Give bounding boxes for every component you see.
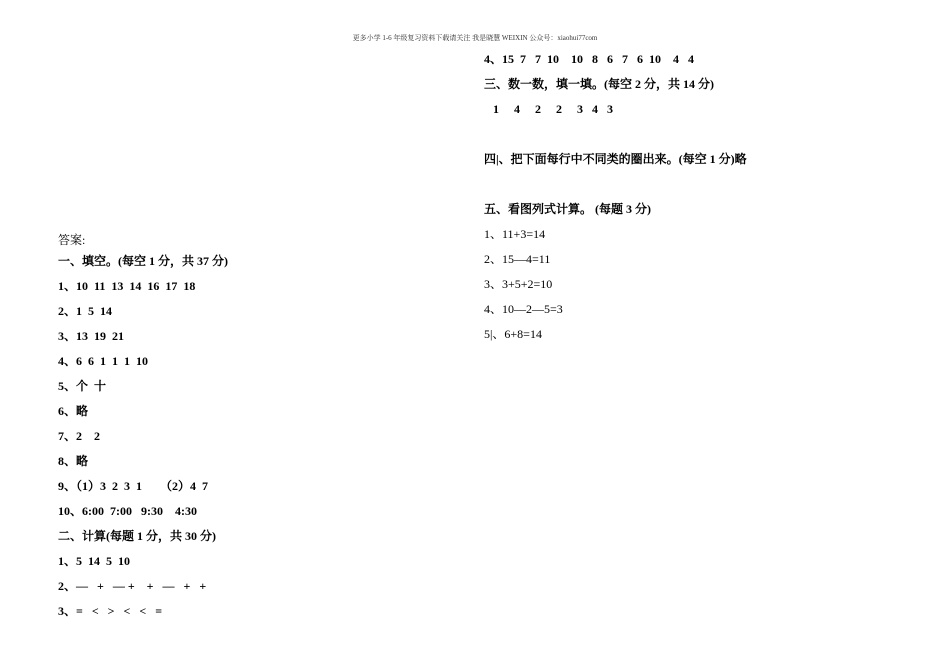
section-5-answer-3: 3、3+5+2=10 <box>484 277 553 291</box>
section-5-title: 五、看图列式计算。 (每题 3 分) <box>484 202 651 216</box>
section-3-title: 三、数一数，填一填。(每空 2 分，共 14 分) <box>484 77 714 91</box>
section-2-title: 二、计算(每题 1 分，共 30 分) <box>58 529 216 543</box>
section-2-answer-2: 2、— + — + + — + + <box>58 579 207 593</box>
spacer <box>484 176 904 201</box>
section-1-answer-5: 5、个 十 <box>58 379 107 393</box>
section-1-answer-1: 1、10 11 13 14 16 17 18 <box>58 279 196 293</box>
section-1-answer-8: 8、略 <box>58 454 89 468</box>
section-3-answers: 1 4 2 2 3 4 3 <box>484 102 613 116</box>
spacer <box>484 126 904 151</box>
section-2-answer-1: 1、5 14 5 10 <box>58 554 131 568</box>
section-1-answer-2: 2、1 5 14 <box>58 304 113 318</box>
section-1-answer-7: 7、2 2 <box>58 429 101 443</box>
section-2-answer-4: 4、15 7 7 10 10 8 6 7 6 10 4 4 <box>484 52 695 66</box>
answers-left-column <box>58 232 478 628</box>
section-5-answer-5: 5|、6+8=14 <box>484 327 542 341</box>
section-1-title: 一、填空。(每空 1 分，共 37 分) <box>58 254 228 268</box>
section-2-answer-3: 3、= < > < < = <box>58 604 163 618</box>
section-5-answer-2: 2、15—4=11 <box>484 252 551 266</box>
answers-label: 答案: <box>58 233 86 247</box>
section-4-title: 四|、把下面每行中不同类的圈出来。(每空 1 分)略 <box>484 152 747 166</box>
header-note: 更多小学 1-6 年级复习资料下载请关注 我是晓慧 WEIXIN 公众号：xiaohui77com <box>352 34 598 42</box>
section-5-answer-1: 1、11+3=14 <box>484 227 546 241</box>
section-1-answer-6: 6、略 <box>58 404 89 418</box>
section-1-answer-10: 10、6:00 7:00 9:30 4:30 <box>58 504 197 518</box>
section-1-answer-9: 9、（1）3 2 3 1 （2）4 7 <box>58 479 209 493</box>
section-1-answer-3: 3、13 19 21 <box>58 329 125 343</box>
section-5-answer-4: 4、10—2—5=3 <box>484 302 563 316</box>
section-1-answer-4: 4、6 6 1 1 1 10 <box>58 354 149 368</box>
answers-right-column <box>484 51 904 351</box>
